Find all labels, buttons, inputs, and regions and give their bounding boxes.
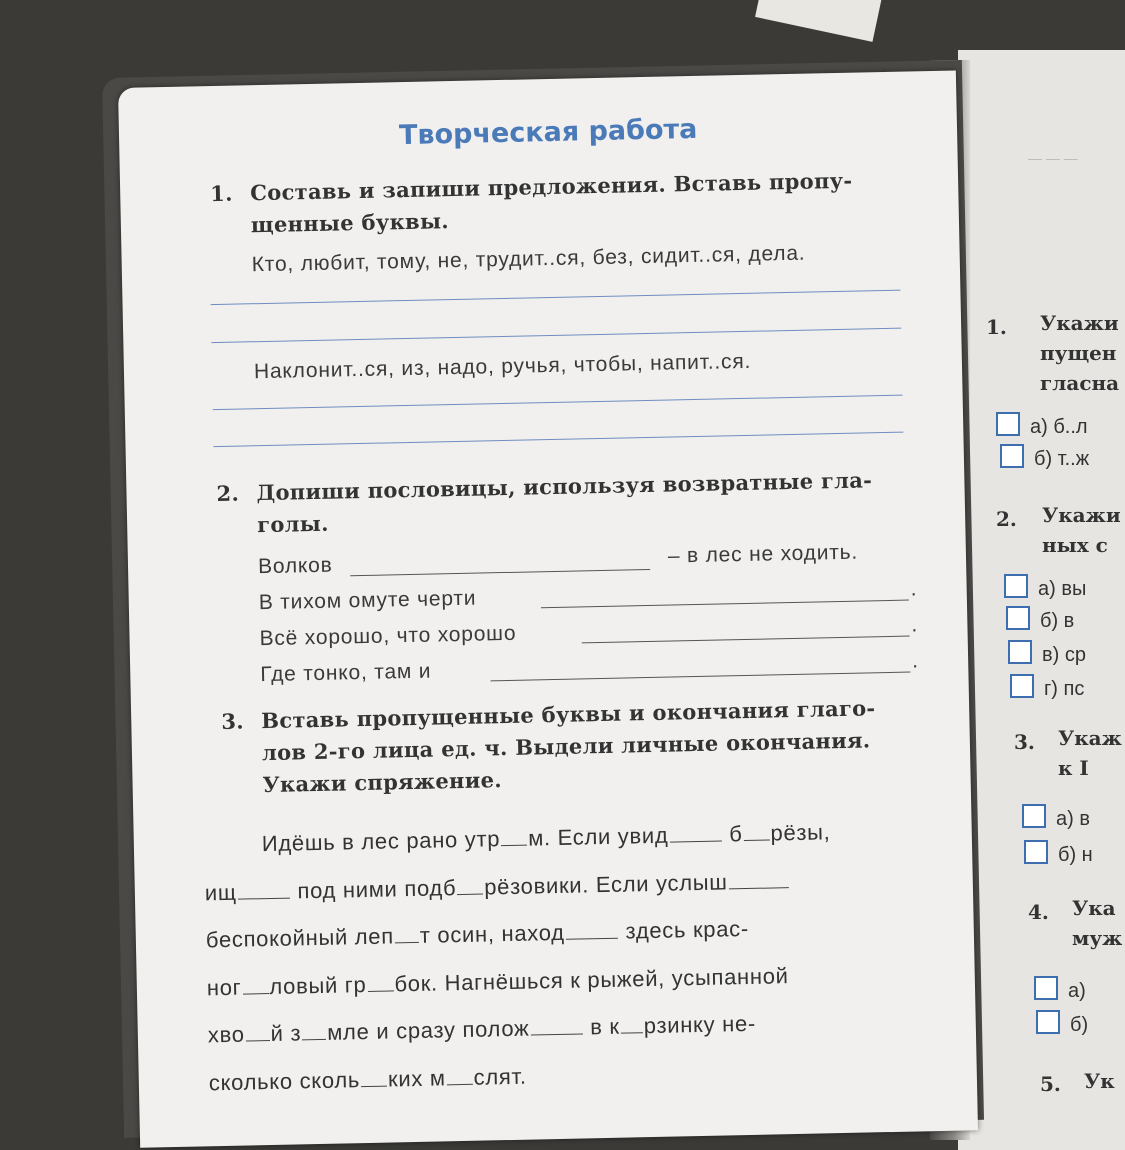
checkbox[interactable]: [1034, 976, 1058, 1000]
paper-corner: [755, 0, 885, 42]
proverb-1-start: Волков: [257, 553, 333, 579]
option-label: б) т..ж: [1034, 448, 1090, 470]
instruction-line: лов 2-го лица ед. ч. Выдели личные окончания.: [261, 727, 871, 766]
writing-line[interactable]: [211, 290, 901, 305]
instruction-line: голы.: [256, 510, 329, 538]
proverb-2-start: В тихом омуте черти: [258, 586, 477, 615]
blank[interactable]: [566, 937, 618, 940]
option-label: б): [1070, 1014, 1089, 1036]
option-label: а): [1068, 980, 1086, 1002]
checkbox[interactable]: [1024, 840, 1048, 864]
blank[interactable]: [729, 886, 789, 889]
checkbox[interactable]: [1036, 1010, 1060, 1034]
blank[interactable]: [395, 941, 419, 944]
right-q1-text: [1040, 308, 1119, 398]
text: й з: [270, 1020, 302, 1047]
text: бок. Нагнёшься к рыжей, усыпанной: [394, 962, 789, 996]
text: б: [728, 821, 743, 847]
page-title: Творческая работа: [398, 113, 698, 152]
task-1-words-1: Кто, любит, тому, не, трудит..ся, без, сидит..ся, дела.: [251, 241, 806, 277]
text: сколько сколь: [208, 1066, 361, 1095]
task-number: 3.: [221, 708, 245, 734]
text: т осин, наход: [419, 919, 565, 948]
right-q2-option-c[interactable]: [1008, 640, 1086, 667]
blank[interactable]: [242, 992, 268, 995]
proverb-dot: .: [910, 577, 918, 601]
writing-line[interactable]: [211, 328, 901, 343]
right-q1-number: 1.: [986, 315, 1007, 339]
answer-line[interactable]: [582, 636, 910, 644]
blank[interactable]: [531, 1032, 583, 1035]
checkbox[interactable]: [1008, 640, 1032, 664]
text: ких м: [387, 1064, 446, 1092]
right-q5-number: 5.: [1040, 1072, 1061, 1096]
right-q4-text: [1072, 893, 1122, 953]
instruction-line: Укажи спряжение.: [262, 767, 503, 798]
story-text: [203, 807, 909, 1107]
text: рёзы,: [770, 819, 831, 846]
blank[interactable]: [744, 839, 770, 842]
instruction-line: Составь и запиши предложения. Вставь пропу-: [249, 167, 853, 206]
right-q3-text: [1058, 723, 1122, 783]
checkbox[interactable]: [1000, 444, 1024, 468]
blank[interactable]: [246, 1039, 270, 1042]
option-label: г) пс: [1044, 678, 1085, 700]
right-q5-text: Ук: [1084, 1069, 1115, 1093]
blank[interactable]: [368, 989, 394, 992]
option-label: в) ср: [1042, 644, 1086, 666]
writing-line[interactable]: [213, 395, 903, 410]
checkbox[interactable]: [1006, 606, 1030, 630]
checkbox[interactable]: [1022, 804, 1046, 828]
text: ног: [206, 974, 242, 1000]
blank[interactable]: [302, 1038, 326, 1041]
proverb-4-start: Где тонко, там и: [260, 659, 432, 687]
instruction-line: щенные буквы.: [250, 208, 450, 238]
right-q3-option-b[interactable]: [1024, 840, 1093, 867]
right-page: [958, 50, 1125, 1150]
right-q2-line1: Укажи: [1042, 503, 1121, 527]
proverb-dot: .: [911, 613, 919, 637]
text: в к: [589, 1013, 620, 1040]
blank[interactable]: [457, 892, 483, 895]
answer-line[interactable]: [490, 672, 910, 682]
instruction-line: Допиши пословицы, используя возвратные гла-: [256, 467, 873, 506]
proverb-dot: .: [911, 649, 920, 673]
text: хво: [207, 1021, 245, 1048]
text: мле и сразу полож: [326, 1015, 530, 1045]
blank[interactable]: [501, 844, 527, 847]
text: ищ: [204, 879, 237, 905]
proverb-3-start: Всё хорошо, что хорошо: [259, 621, 517, 651]
task-1-words-2: Наклонит..ся, из, надо, ручья, чтобы, напит..ся.: [253, 349, 752, 384]
right-q1-line1: Укажи: [1040, 311, 1119, 335]
checkbox[interactable]: [1004, 574, 1028, 598]
text: рёзовики. Если услыш: [483, 868, 728, 900]
text: здесь крас-: [625, 915, 750, 944]
right-q2-option-b[interactable]: [1006, 606, 1074, 633]
right-q1-option-a[interactable]: [996, 412, 1088, 439]
text: рзинку не-: [643, 1010, 757, 1039]
option-label: а) в: [1056, 808, 1090, 830]
blank[interactable]: [238, 896, 290, 899]
task-3-instruction: [221, 692, 877, 801]
writing-line[interactable]: [214, 432, 904, 447]
option-label: б) н: [1058, 844, 1093, 866]
right-q3-line1: Укаж: [1058, 726, 1122, 750]
right-q3-option-a[interactable]: [1022, 804, 1090, 831]
answer-line[interactable]: [350, 569, 650, 576]
text: ловый гр: [269, 971, 367, 999]
checkbox[interactable]: [1010, 674, 1034, 698]
text: под ними подб: [297, 874, 457, 903]
text: слят.: [473, 1063, 527, 1090]
option-label: а) вы: [1038, 578, 1087, 600]
right-q3-line2: к I: [1058, 756, 1089, 780]
right-q1-line3: гласна: [1040, 371, 1120, 395]
checkbox[interactable]: [996, 412, 1020, 436]
right-q2-option-a[interactable]: [1004, 574, 1086, 601]
right-q4-option-b[interactable]: [1036, 1010, 1088, 1037]
task-number: 1.: [209, 180, 234, 207]
faded-text: — — —: [1028, 150, 1078, 166]
right-q3-number: 3.: [1014, 730, 1035, 754]
right-q4-line2: муж: [1072, 926, 1123, 950]
right-q2-line2: ных с: [1042, 533, 1108, 557]
text: Идёшь в лес рано утр: [261, 826, 501, 857]
task-1-instruction: [209, 165, 853, 242]
left-page: [118, 70, 978, 1147]
blank[interactable]: [669, 840, 721, 843]
right-q1-option-b[interactable]: [1000, 444, 1089, 471]
option-label: б) в: [1040, 610, 1075, 632]
text: м. Если увид: [527, 822, 669, 851]
proverb-1-end: – в лес не ходить.: [667, 540, 859, 568]
right-q2-text: [1042, 500, 1121, 560]
blank[interactable]: [621, 1031, 643, 1033]
answer-line[interactable]: [541, 600, 909, 609]
task-2-instruction: [216, 464, 873, 541]
right-q4-line1: Ука: [1072, 896, 1116, 920]
task-number: 2.: [216, 480, 240, 507]
right-q2-number: 2.: [996, 507, 1017, 531]
option-label: а) б..л: [1030, 416, 1088, 438]
right-q2-option-d[interactable]: [1010, 674, 1084, 701]
right-q4-number: 4.: [1028, 900, 1049, 924]
blank[interactable]: [447, 1082, 473, 1085]
blank[interactable]: [361, 1084, 387, 1087]
right-q1-line2: пущен: [1040, 341, 1117, 365]
instruction-line: Вставь пропущенные буквы и окончания глаго-: [261, 695, 876, 734]
text: беспокойный леп: [205, 923, 395, 953]
right-q4-option-a[interactable]: [1034, 976, 1086, 1003]
